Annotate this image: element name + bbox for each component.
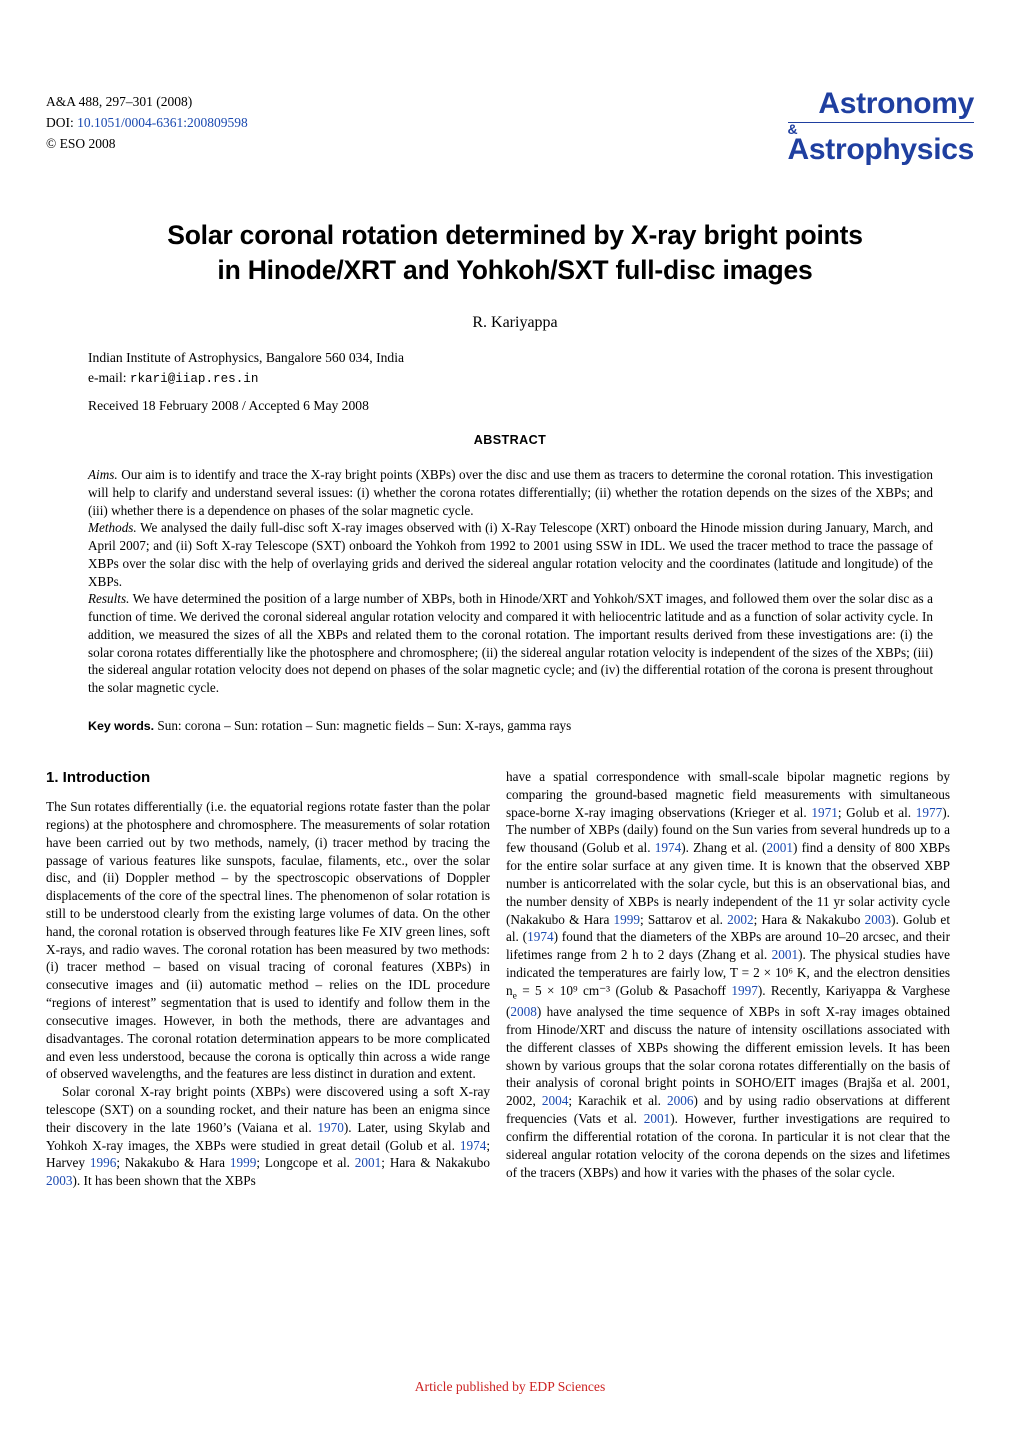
paper-title-line-1: Solar coronal rotation determined by X-ray bright points	[167, 220, 863, 250]
citation-link[interactable]: 2002	[727, 911, 754, 927]
abstract-methods-label: Methods.	[88, 520, 137, 536]
keywords-label: Key words.	[88, 719, 155, 733]
footer-publisher-note	[0, 1379, 1020, 1395]
journal-title-astrophysics: Astrophysics	[787, 132, 974, 166]
text-run: ). It has been shown that the XBPs	[72, 1173, 256, 1189]
text-run: ; Karachik et al.	[568, 1093, 667, 1109]
journal-reference: A&A 488, 297–301 (2008)	[46, 94, 193, 109]
citation-link[interactable]: 1996	[89, 1155, 117, 1171]
keywords-text: Sun: corona – Sun: rotation – Sun: magnetic fields – Sun: X-rays, gamma rays	[154, 718, 572, 733]
copyright-line: © ESO 2008	[46, 135, 116, 151]
text-run: ) found that the diameters of the XBPs are around 10–20 arcsec, and their lifetimes range from 2 h to 2 days (Zhang et al.	[506, 929, 950, 963]
affiliation-institute: Indian Institute of Astrophysics, Bangalore 560 034, India	[88, 350, 405, 365]
citation-link[interactable]: 1999	[613, 911, 641, 927]
text-run: ; Hara & Nakakubo	[753, 911, 865, 927]
text-run: ). However, further investigations are required to confirm the differential rotation of the corona. In particular it is not clear that the sidereal angular rotation velocity of the corona depends on the sizes and lifetimes of the tracers (XBPs) and how it varies with the phases of the solar cycle.	[506, 1111, 950, 1180]
abstract-methods	[88, 519, 933, 590]
email-label: e-mail:	[88, 370, 130, 386]
journal-logo	[788, 88, 974, 165]
citation-link[interactable]: 1971	[811, 804, 838, 820]
citation-link[interactable]: 2003	[46, 1173, 73, 1189]
text-run: ) and by using radio observations at different frequencies (Vats et al.	[506, 1093, 951, 1127]
citation-link[interactable]: 1970	[317, 1119, 344, 1135]
citation-link[interactable]: 2001	[771, 947, 799, 963]
page-header	[46, 87, 974, 172]
affiliation-block	[88, 348, 648, 389]
paper-title-line-2: in Hinode/XRT and Yohkoh/SXT full-disc images	[217, 254, 813, 285]
abstract-heading: ABSTRACT	[473, 433, 547, 447]
subscript-e: e	[512, 990, 517, 1002]
text-run: = 5 × 10⁹ cm⁻³ (Golub & Pasachoff	[516, 982, 732, 998]
email-address[interactable]: rkari@iiap.res.in	[129, 372, 259, 387]
doi-link[interactable]: 10.1051/0004-6361:200809598	[77, 114, 248, 130]
body-columns	[46, 768, 974, 1368]
keywords-block	[88, 717, 933, 735]
edp-sciences-link[interactable]: Article published by EDP Sciences	[414, 1379, 606, 1394]
abstract-aims	[88, 466, 933, 519]
citation-link[interactable]: 2001	[354, 1155, 382, 1171]
journal-reference-block	[46, 92, 248, 155]
abstract-body	[88, 466, 933, 697]
text-run: ). The number of XBPs (daily) found on the Sun varies from several hundreds up to a few thousand (Golub et al.	[506, 804, 950, 856]
body-column-right	[506, 768, 950, 1181]
text-run: ; Nakakubo & Hara	[116, 1155, 230, 1171]
abstract-aims-text: Our aim is to identify and trace the X-ray bright points (XBPs) over the disc and use them as tracers to determine the coronal rotation. This investigation will help to clarify and understand several issues: (i) whether the corona rotates differentially; (ii) whether the rotation depends on the sizes of the XBPs; and (iii) whether there is a dependence on phases of the solar magnetic cycle.	[88, 467, 933, 518]
citation-link[interactable]: 1974	[459, 1137, 487, 1153]
page-title	[120, 218, 910, 288]
journal-title-astronomy: Astronomy	[818, 87, 974, 120]
text-run: have a spatial correspondence with small-scale bipolar magnetic regions by comparing the ground-based magnetic field measurements with simultaneous space-borne X-ray imaging observations (Krieger et al.	[506, 769, 950, 820]
text-run: ; Harvey	[46, 1137, 490, 1171]
text-run: ; Sattarov et al.	[640, 911, 728, 927]
abstract-methods-text: We analysed the daily full-disc soft X-ray images observed with (i) X-Ray Telescope (XRT) onboard the Hinode mission during January, March, and April 2007; and (ii) Soft X-ray Telescope (SXT) onboard the Yohkoh from 1992 to 2001 using SSW in IDL. We used the tracer method to trace the passage of XBPs over the solar disc with the help of overlaying grids and derived the sidereal angular rotation velocity and the coordinates (latitude and longitude) of the XBPs.	[88, 520, 933, 589]
citation-link[interactable]: 1997	[731, 982, 758, 998]
text-run: ). Recently, Kariyappa & Varghese (	[506, 982, 950, 1020]
citation-link[interactable]: 2001	[643, 1111, 671, 1127]
journal-ampersand: &	[787, 120, 798, 137]
paragraph: The Sun rotates differentially (i.e. the equatorial regions rotate faster than the polar regions) at the photosphere and chromosphere. The measurements of solar rotation have been carried out by two methods, namely, (i) tracer method by tracing the passage of various features like sunspots, faculae, filaments, etc., over the solar disc, and (ii) Doppler method – by the spectroscopic observations of Doppler displacements of the core of the spectral lines. The phenomenon of solar rotation is still to be understood clearly from the existing large volumes of data. On the other hand, the coronal rotation is observed through features like Fe XIV green lines, soft X-rays, and radio waves. The coronal rotation has been measured by two methods: (i) tracer method – based on visual tracing of coronal features (XBPs) in consecutive images and (ii) automatic method – relies on the IDL procedure “regions of interest” segmentation that is used to identify and follow them in the consecutive images. However, in both the methods, there are advantages and disadvantages. The coronal rotation determination appears to be more complicated and even less understood, because the corona is optically thin across a wide range of observed wavelengths, and the features are less distinct in duration and extent.	[46, 799, 490, 1082]
text-run: ). Later, using Skylab and Yohkoh X-ray images, the XBPs were studied in great detail (Golub et al.	[46, 1119, 490, 1153]
citation-link[interactable]: 2001	[766, 840, 793, 856]
citation-link[interactable]: 2008	[510, 1004, 537, 1020]
title-block	[120, 218, 910, 332]
paragraph	[46, 1083, 490, 1190]
text-run: ; Golub et al.	[837, 804, 916, 820]
text-run: ) find a density of 800 XBPs for the entire solar surface at any given time. It is known that the observed XBP number is anticorrelated with the solar cycle, but this is an observational bias, and the number density of XBPs is nearly independent of the 11 yr solar activity cycle (Nakakubo & Hara	[506, 840, 950, 927]
text-run: ). The physical studies have indicated the temperatures are fairly low, T = 2 × 10⁶ K, and the electron densities n	[506, 947, 950, 998]
citation-link[interactable]: 1999	[229, 1155, 257, 1171]
doi-line	[46, 113, 248, 134]
abstract-aims-label: Aims.	[88, 467, 118, 482]
citation-link[interactable]: 1974	[527, 929, 554, 945]
paragraph	[506, 768, 950, 1181]
citation-link[interactable]: 1977	[915, 804, 943, 820]
text-run: ; Longcope et al.	[256, 1155, 355, 1171]
citation-link[interactable]: 2003	[864, 911, 892, 927]
affiliation-email-line	[88, 368, 648, 389]
author-name: R. Kariyappa	[472, 313, 558, 331]
text-run: ) have analysed the time sequence of XBPs in soft X-ray images obtained from Hinode/XRT and discuss the nature of intensity oscillations associated with the different classes of XBPs showing the different emission levels. It has been shown by various groups that the solar corona rotates differentially on the basis of their analysis of coronal bright points in SOHO/EIT images (Brajša et al. 2001, 2002,	[506, 1004, 950, 1109]
citation-link[interactable]: 1974	[654, 840, 682, 856]
section-heading-introduction: 1. Introduction	[46, 769, 151, 786]
text-run: ). Golub et al. (	[506, 911, 950, 945]
abstract-results-label: Results.	[88, 591, 130, 607]
citation-link[interactable]: 2004	[541, 1093, 569, 1109]
abstract-results	[88, 590, 933, 697]
received-accepted-dates: Received 18 February 2008 / Accepted 6 May 2008	[88, 398, 369, 413]
text-run: Solar coronal X-ray bright points (XBPs) were discovered using a soft X-ray telescope (SXT) on a sounding rocket, and their nature has been an enigma since their discovery in the late 1960’s (Vaiana et al.	[46, 1084, 490, 1135]
text-run: ; Hara & Nakakubo	[381, 1155, 490, 1171]
text-run: ). Zhang et al. (	[681, 840, 767, 856]
body-column-left	[46, 768, 490, 1190]
doi-label: DOI:	[46, 114, 78, 130]
citation-link[interactable]: 2006	[666, 1093, 694, 1109]
abstract-results-text: We have determined the position of a large number of XBPs, both in Hinode/XRT and Yohkoh/SXT images, and followed them over the solar disc as a function of time. We derived the coronal sidereal angular rotation velocity and compared it with heliocentric latitude and as a function of solar activity cycle. In addition, we measured the sizes of all the XBPs and related them to the coronal rotation. The important results derived from these investigations are: (i) the solar corona rotates differentially like the photosphere and chromosphere; (ii) the sidereal angular rotation velocity is independent of the sizes of the XBPs; (iii) the sidereal angular rotation velocity does not depend on phases of the solar magnetic cycle; and (iv) the differential rotation of the corona is present throughout the solar magnetic cycle.	[88, 591, 933, 695]
